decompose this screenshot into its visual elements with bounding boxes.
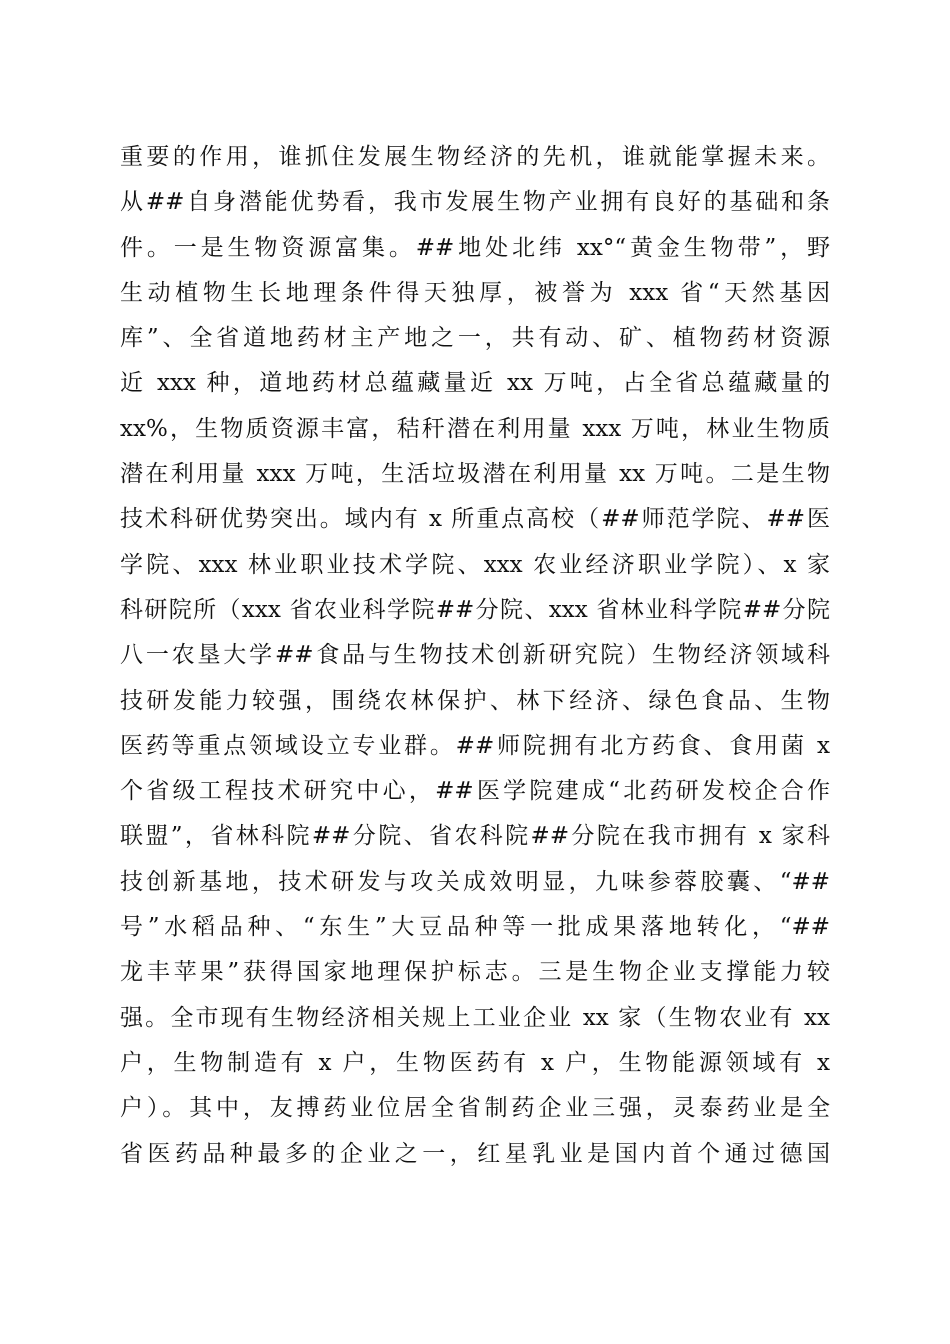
text-line-12: 八一农垦大学##食品与生物技术创新研究院）生物经济领域科	[120, 642, 830, 669]
text-line-21: 户，生物制造有 x 户，生物医药有 x 户，生物能源领域有 x	[120, 1049, 830, 1076]
text-line-14: 医药等重点领域设立专业群。##师院拥有北方药食、食用菌 x	[120, 732, 830, 759]
text-line-5: 库”、全省道地药材主产地之一，共有动、矿、植物药材资源	[120, 325, 830, 352]
text-line-16: 联盟”，省林科院##分院、省农科院##分院在我市拥有 x 家科	[120, 823, 830, 850]
text-line-7: xx%，生物质资源丰富，秸秆潜在利用量 xxx 万吨，林业生物质	[120, 415, 830, 442]
text-line-3: 件。一是生物资源富集。##地处北纬 xx°“黄金生物带”，野	[120, 234, 830, 261]
text-line-1: 重要的作用，谁抓住发展生物经济的先机，谁就能掌握未来。	[120, 144, 830, 170]
text-line-18: 号”水稻品种、“东生”大豆品种等一批成果落地转化，“##	[120, 914, 830, 941]
text-line-22: 户）。其中，友搏药业位居全省制药企业三强，灵泰药业是全	[120, 1095, 830, 1122]
text-line-23: 省医药品种最多的企业之一，红星乳业是国内首个通过德国	[120, 1140, 830, 1167]
text-line-4: 生动植物生长地理条件得天独厚，被誉为 xxx 省“天然基因	[120, 279, 830, 306]
text-line-2: 从##自身潜能优势看，我市发展生物产业拥有良好的基础和条	[120, 189, 830, 216]
text-line-8: 潜在利用量 xxx 万吨，生活垃圾潜在利用量 xx 万吨。二是生物	[120, 461, 830, 488]
text-line-13: 技研发能力较强，围绕农林保护、林下经济、绿色食品、生物	[120, 687, 830, 714]
text-line-15: 个省级工程技术研究中心，##医学院建成“北药研发校企合作	[120, 778, 830, 805]
text-line-11: 科研院所（xxx 省农业科学院##分院、xxx 省林业科学院##分院	[120, 596, 830, 623]
text-line-9: 技术科研优势突出。域内有 x 所重点高校（##师范学院、##医	[120, 506, 830, 533]
text-line-10: 学院、xxx 林业职业技术学院、xxx 农业经济职业学院）、x 家	[120, 551, 830, 578]
text-line-6: 近 xxx 种，道地药材总蕴藏量近 xx 万吨，占全省总蕴藏量的	[120, 370, 830, 397]
body-paragraph	[120, 135, 830, 1177]
text-line-20: 强。全市现有生物经济相关规上工业企业 xx 家（生物农业有 xx	[120, 1004, 830, 1031]
text-line-17: 技创新基地，技术研发与攻关成效明显，九味参蓉胶囊、“##	[120, 868, 830, 895]
text-line-19: 龙丰苹果”获得国家地理保护标志。三是生物企业支撑能力较	[120, 959, 830, 986]
